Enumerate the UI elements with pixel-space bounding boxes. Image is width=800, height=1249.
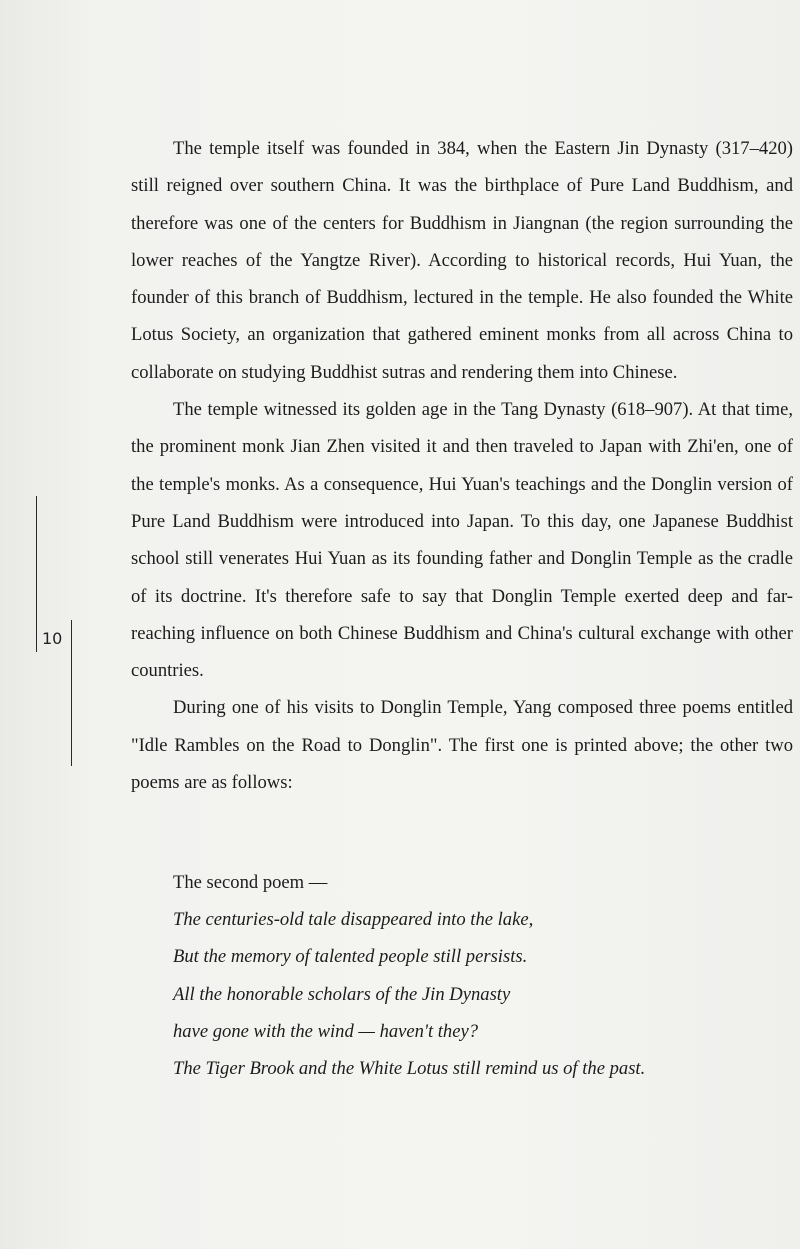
body-text: [131, 130, 793, 801]
poem-line: All the honorable scholars of the Jin Dynasty: [173, 983, 511, 1005]
margin-rule-lower: [71, 620, 72, 766]
page-number: 10: [42, 629, 63, 648]
poem-line: The centuries-old tale disappeared into the lake,: [173, 909, 534, 931]
poem-heading: The second poem —: [173, 872, 328, 893]
paragraph-poems-intro: During one of his visits to Donglin Temple, Yang composed three poems entitled "Idle Rambles on the Road to Donglin". The first one is printed above; the other two poems are as follows:: [131, 697, 793, 794]
poem-block: [173, 864, 773, 1087]
paragraph-temple-founding: The temple itself was founded in 384, when the Eastern Jin Dynasty (317–420) still reigned over southern China. It was the birthplace of Pure Land Buddhism, and therefore was one of the centers for Buddhism in Jiangnan (the region surrounding the lower reaches of the Yangtze River). According to historical records, Hui Yuan, the founder of this branch of Buddhism, lectured in the temple. He also founded the White Lotus Society, an organization that gathered eminent monks from all across China to collaborate on studying Buddhist sutras and rendering them into Chinese.: [131, 138, 793, 383]
poem-line: But the memory of talented people still persists.: [173, 946, 528, 968]
poem-line: have gone with the wind — haven't they?: [173, 1020, 479, 1042]
poem-line: The Tiger Brook and the White Lotus still remind us of the past.: [173, 1058, 646, 1080]
paragraph-tang-dynasty: The temple witnessed its golden age in the Tang Dynasty (618–907). At that time, the prominent monk Jian Zhen visited it and then traveled to Japan with Zhi'en, one of the temple's monks. As a consequence, Hui Yuan's teachings and the Donglin version of Pure Land Buddhism were introduced into Japan. To this day, one Japanese Buddhist school still venerates Hui Yuan as its founding father and Donglin Temple as the cradle of its doctrine. It's therefore safe to say that Donglin Temple exerted deep and far-reaching influence on both Chinese Buddhism and China's cultural exchange with other countries.: [131, 399, 793, 682]
margin-rule-upper: [36, 496, 37, 652]
